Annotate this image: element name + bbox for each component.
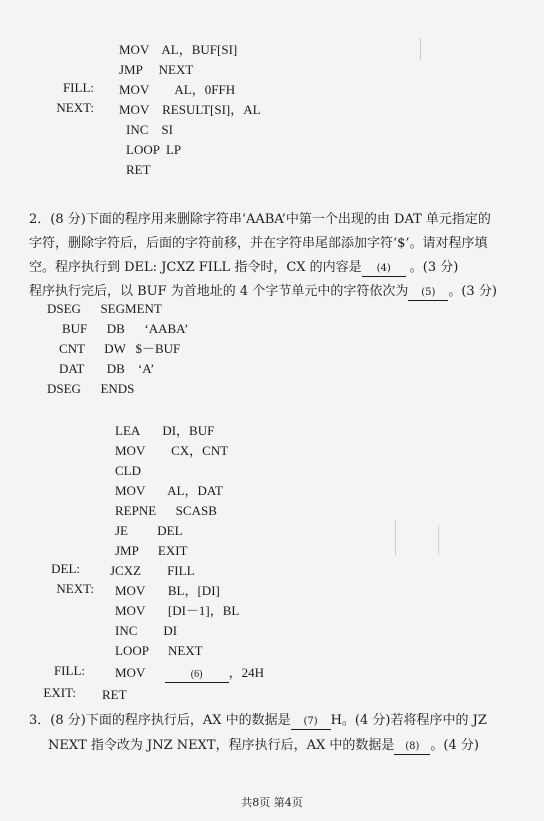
answer-blank-5[interactable]: (5) [408,287,448,301]
code-line: JMP EXIT [115,543,188,558]
code-label: NEXT: [56,100,94,115]
code-line: JMP NEXT [119,62,194,77]
code-line: CNT DW $－BUF [59,341,181,356]
code-line: BUF DB ‘AABA’ [62,321,189,336]
code-label: EXIT: [43,685,76,700]
answer-blank-6[interactable]: (6) [165,669,229,683]
code-line: JCXZ FILL [110,563,195,578]
answer-blank-8[interactable]: (8) [394,741,430,755]
code-line: LEA DI，BUF [115,423,215,438]
scan-mark [395,520,396,556]
code-label: DEL: [51,561,80,576]
q2-line: 程序执行完后，以 BUF 为首地址的 4 个字节单元中的字符依次为 (5) 。(3 分) [29,284,497,299]
answer-blank-7[interactable]: (7) [291,716,331,730]
code-line: DSEG SEGMENT [47,301,162,316]
code-line: DSEG ENDS [47,381,135,396]
q3-line: 3．(8 分)下面的程序执行后，AX 中的数据是 (7) H。(4 分)若将程序中的 JZ [29,713,487,728]
code-line: LOOP LP [126,142,182,157]
q3-line: NEXT 指令改为 JNZ NEXT，程序执行后，AX 中的数据是 (8) 。(4 分) [48,738,479,753]
page-footer: 共8页 第4页 [241,796,303,809]
scan-mark [438,525,439,555]
code-label: FILL: [62,80,94,95]
code-line: RET [126,162,151,177]
answer-blank-4[interactable]: (4) [362,263,406,277]
code-line: MOV (6) ，24H [115,663,264,683]
code-line: MOV AL，DAT [115,483,223,498]
code-label: FILL: [53,663,85,678]
code-line: CLD [115,463,141,478]
code-line: RET [102,687,127,702]
code-line: JE DEL [115,523,183,538]
q2-line: 2．(8 分)下面的程序用来删除字符串‘AABA’中第一个出现的由 DAT 单元指定的 [29,212,491,227]
q2-line: 字符，删除字符后，后面的字符前移，并在字符串尾部添加字符‘$’。请对程序填 [29,236,488,251]
code-line: INC SI [126,122,173,137]
code-line: INC DI [115,623,178,638]
code-label: NEXT: [56,581,94,596]
code-line: LOOP NEXT [115,643,203,658]
code-line: DAT DB ‘A’ [59,361,155,376]
code-line: MOV BL，[DI] [115,583,220,598]
q2-line: 空。程序执行到 DEL: JCXZ FILL 指令时，CX 的内容是 (4) 。(3 分) [29,260,459,275]
code-line: MOV AL，BUF[SI] [119,42,238,57]
code-line: MOV CX，CNT [115,443,229,458]
code-line: MOV RESULT[SI]，AL [119,102,261,117]
code-line: MOV [DI－1]，BL [115,603,240,618]
code-line: REPNE SCASB [115,503,217,518]
code-line: MOV AL，0FFH [119,82,236,97]
scan-mark [420,38,421,60]
